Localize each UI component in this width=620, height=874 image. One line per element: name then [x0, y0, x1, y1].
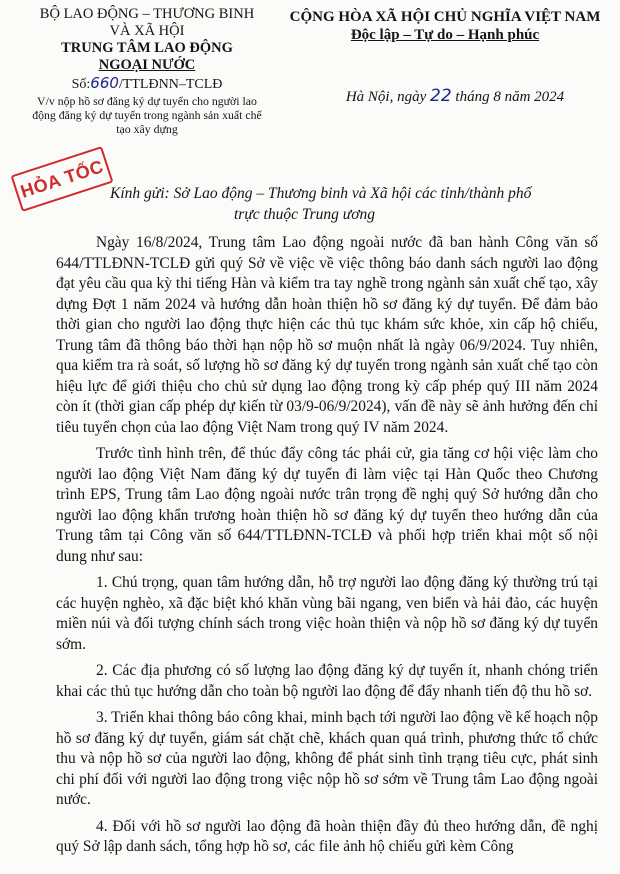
document-number [24, 75, 270, 93]
addressee-line-1: Kính gửi: Sở Lao động – Thương binh và Xã hội các tỉnh/thành phố [110, 185, 532, 202]
addressee-line-2: trực thuộc Trung ương [234, 206, 376, 223]
document-number-handwritten: 660 [90, 74, 119, 92]
document-number-prefix: Số: [71, 77, 91, 92]
national-motto: Độc lập – Tự do – Hạnh phúc [350, 27, 540, 43]
urgent-stamp: HỎA TỐC [10, 146, 113, 212]
date-prefix: Hà Nội, ngày [345, 89, 427, 105]
ministry-line-2: VÀ XÃ HỘI [109, 23, 185, 39]
subject-line-2: động đăng ký dự tuyển trong ngành sản xuất chế [32, 108, 262, 122]
place-date [310, 86, 600, 106]
agency-line-2: NGOẠI NƯỚC [98, 57, 196, 73]
date-day-handwritten: 22 [430, 86, 452, 106]
body-paragraph-6: 4. Đối với hồ sơ người lao động đã hoàn thiện đầy đủ theo hướng dẫn, đề nghị quý Sở lập danh sách, tổng hợp hồ sơ, các file ảnh hộ chiếu gửi kèm Công [56, 817, 598, 855]
body-paragraph-5: 3. Triển khai thông báo công khai, minh bạch tới người lao động về kế hoạch nộp hồ sơ đăng ký dự tuyển, giám sát chặt chẽ, khách quan quá trình, phương thức tổ chức thu và nộp hồ sơ của người lao động, không để phát sinh tình trạng tiêu cực, phát sinh chi phí đối với người lao động trong việc nộp hồ sơ sớm về Trung tâm Lao động ngoài nước. [56, 709, 598, 808]
subject-line-1: V/v nộp hồ sơ đăng ký dự tuyển cho người lao [37, 94, 257, 108]
agency-line-1: TRUNG TÂM LAO ĐỘNG [61, 40, 233, 56]
subject-block [24, 94, 270, 136]
date-suffix: tháng 8 năm 2024 [455, 89, 565, 105]
subject-line-3: tạo xây dựng [116, 122, 178, 136]
body-paragraph-1: Ngày 16/8/2024, Trung tâm Lao động ngoài nước đã ban hành Công văn số 644/TTLĐNN-TCLĐ gửi quý Sở về việc về việc thông báo danh sách người lao động đạt yêu cầu qua kỳ thi tiếng Hàn và kiểm tra tay nghề trong ngành sản xuất chế tạo, xây dựng Đợt 1 năm 2024 và hướng dẫn hoàn thiện hồ sơ đăng ký dự tuyển. Để đảm bảo thời gian cho người lao động thực hiện các thủ tục khám sức khỏe, xin cấp hộ chiếu, Trung tâm đã thông báo thời hạn nộp hồ sơ muộn nhất là ngày 06/9/2024. Tuy nhiên, qua kiểm tra rà soát, số lượng hồ sơ đăng ký dự tuyển trong ngành sản xuất chế tạo còn hiệu lực để giới thiệu cho chủ sử dụng lao động trong kỳ cấp phép quý III năm 2024 còn ít (thời gian cấp phép dự kiến từ 03/9-06/9/2024), vấn đề này sẽ ảnh hưởng đến chỉ tiêu tuyển chọn của lao động Việt Nam trong quý IV năm 2024. [56, 234, 598, 436]
addressee [110, 183, 600, 225]
national-header [285, 8, 605, 44]
issuer-block [24, 6, 270, 136]
letter-body [56, 233, 598, 864]
body-paragraph-4: 2. Các địa phương có số lượng lao động đăng ký dự tuyển ít, nhanh chóng triển khai các thủ tục hướng dẫn cho toàn bộ người lao động để đẩy nhanh tiến độ thu hồ sơ. [56, 662, 598, 700]
body-paragraph-2: Trước tình hình trên, để thúc đẩy công tác phái cử, gia tăng cơ hội việc làm cho người lao động Việt Nam đăng ký dự tuyển đi làm việc tại Hàn Quốc theo Chương trình EPS, Trung tâm Lao động ngoài nước trân trọng đề nghị quý Sở hướng dẫn cho người lao động khẩn trương hoàn thiện hồ sơ đăng ký dự tuyển theo hướng dẫn của Trung tâm tại Công văn số 644/TTLĐNN-TCLĐ và phối hợp triển khai một số nội dung như sau: [56, 445, 598, 565]
document-number-suffix: /TTLĐNN–TCLĐ [118, 77, 223, 92]
nation-title: CỘNG HÒA XÃ HỘI CHỦ NGHĨA VIỆT NAM [289, 9, 601, 25]
body-paragraph-3: 1. Chú trọng, quan tâm hướng dẫn, hỗ trợ người lao động đăng ký thường trú tại các huyện nghèo, xã đặc biệt khó khăn vùng bãi ngang, ven biển và hải đảo, các huyện miền núi và đối tượng chính sách trong việc hoàn thiện và nộp hồ sơ đăng ký dự tuyển sớm. [56, 574, 598, 653]
ministry-line-1: BỘ LAO ĐỘNG – THƯƠNG BINH [39, 6, 255, 22]
